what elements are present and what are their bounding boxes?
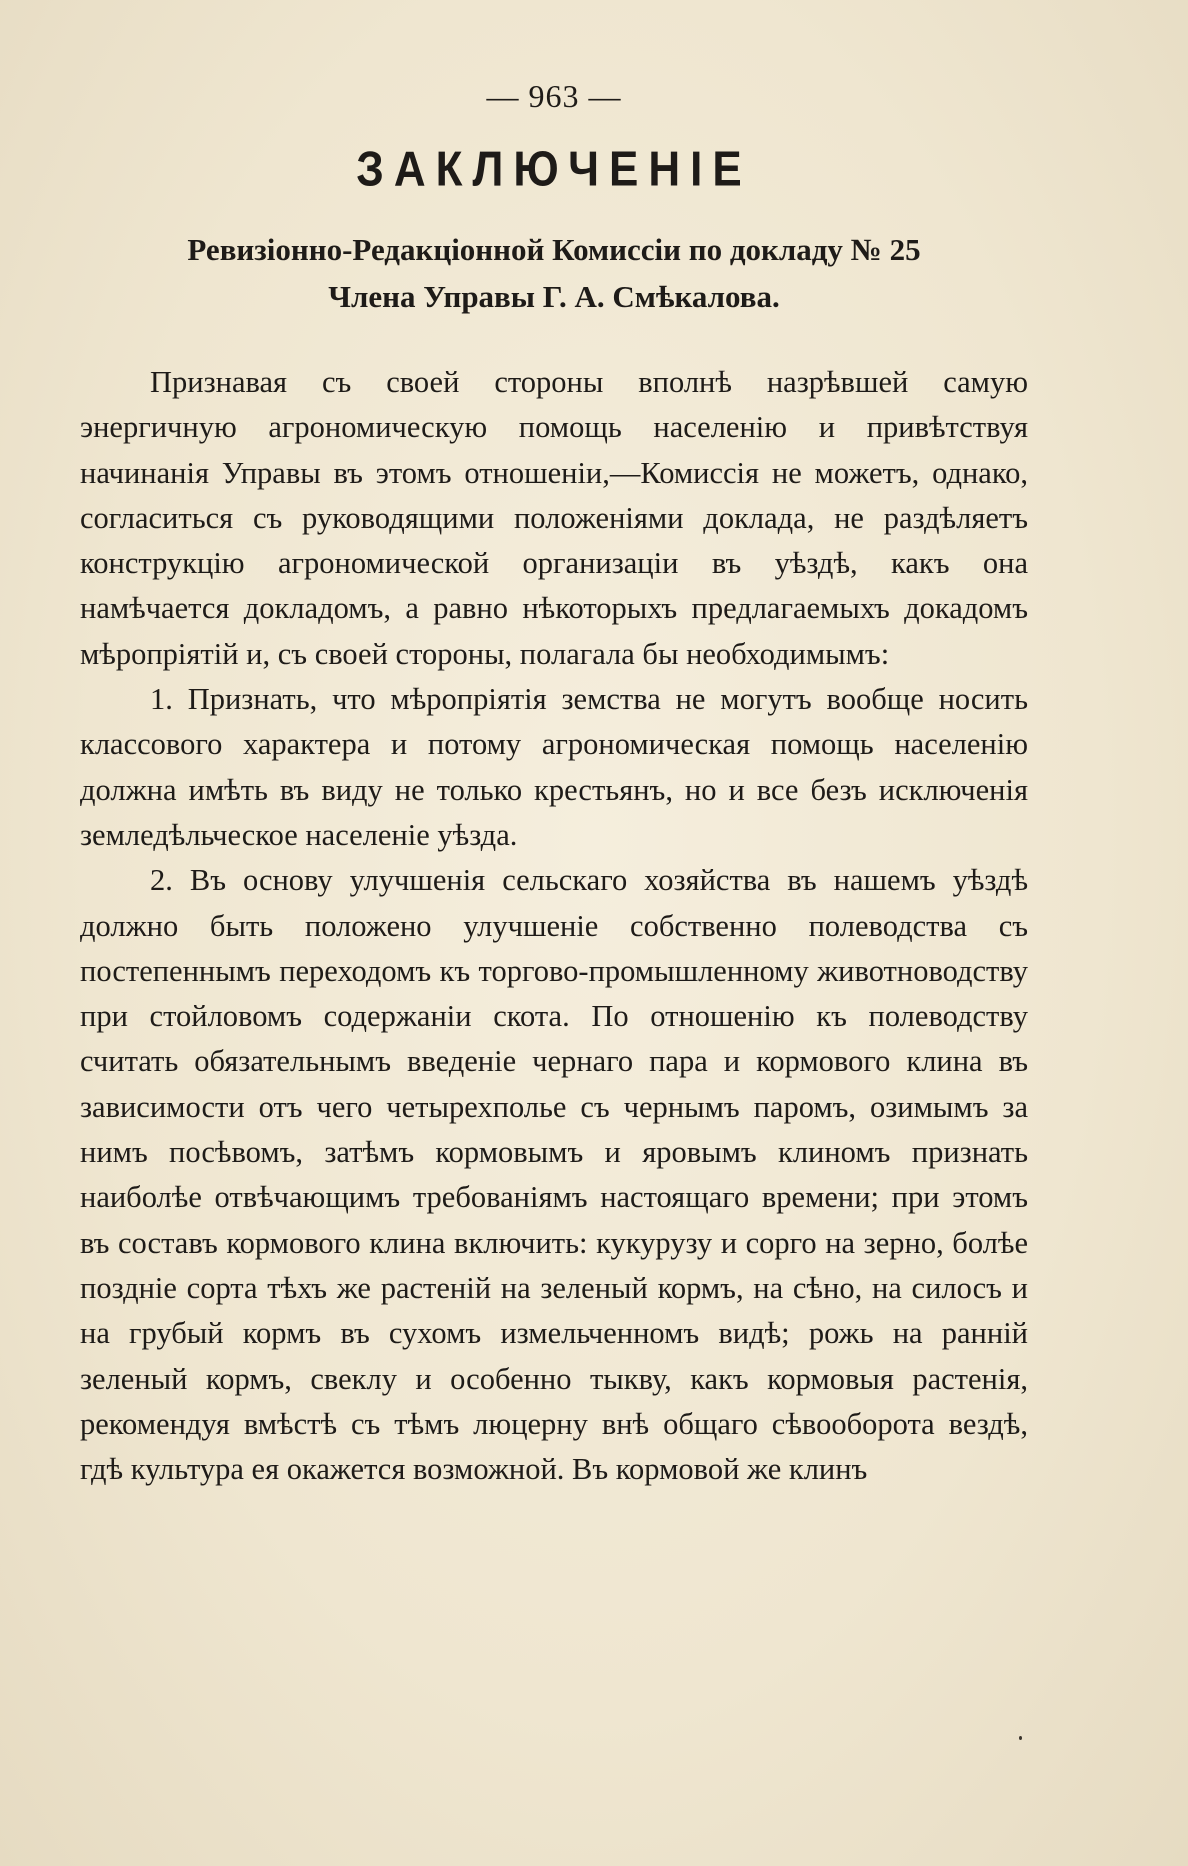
paragraph-item-1: 1. Признать, что мѣропріятія земства не могутъ вообще носить классового характера и потому агрономическая помощь населенію должна имѣть въ виду не только крестьянъ, но и все безъ исключенія земледѣльческое населеніе уѣзда. (80, 682, 1028, 852)
document-subtitle (80, 226, 1028, 320)
ink-speck (1019, 1736, 1022, 1740)
subtitle-line-2: Члена Управы Г. А. Смѣкалова. (328, 279, 780, 314)
page-number: — 963 — (486, 78, 622, 114)
paragraph-intro: Признавая съ своей стороны вполнѣ назрѣвшей самую энергичную агрономическую помощь населенію и привѣтствуя начинанія Управы въ этомъ отношеніи,—Комиссія не можетъ, однако, согласиться съ руководящими положеніями доклада, не раздѣляетъ конструкцію агрономической организаціи въ уѣздѣ, какъ она намѣчается докладомъ, а равно нѣкоторыхъ предлагаемыхъ докадомъ мѣропріятій и, съ своей стороны, полагала бы необходимымъ: (80, 365, 1028, 671)
paragraph-item-2: 2. Въ основу улучшенія сельскаго хозяйства въ нашемъ уѣздѣ должно быть положено улучшеніе собственно полеводства съ постепеннымъ переходомъ къ торгово-промышленному животноводству при стойловомъ содержаніи скота. По отношенію къ полеводству считать обязательнымъ введеніе чернаго пара и кормового клина въ зависимости отъ чего четырехполье съ чернымъ паромъ, озимымъ за нимъ посѣвомъ, затѣмъ кормовымъ и яровымъ клиномъ признать наиболѣе отвѣчающимъ требованіямъ настоящаго времени; при этомъ въ составъ кормового клина включить: кукурузу и сорго на зерно, болѣе поздніе сорта тѣхъ же растеній на зеленый кормъ, на сѣно, на силосъ и на грубый кормъ въ сухомъ измельченномъ видѣ; рожь на ранній зеленый кормъ, свеклу и особенно тыкву, какъ кормовыя растенія, рекомендуя вмѣстѣ съ тѣмъ люцерну внѣ общаго сѣвооборота вездѣ, гдѣ культура ея окажется возможной. Въ кормовой же клинъ (80, 863, 1028, 1487)
document-title: ЗАКЛЮЧЕНІЕ (356, 142, 752, 197)
subtitle-line-1: Ревизіонно-Редакціонной Комиссіи по докладу № 25 (187, 232, 921, 267)
body-text (80, 360, 1028, 1492)
text-column (80, 70, 1028, 1492)
